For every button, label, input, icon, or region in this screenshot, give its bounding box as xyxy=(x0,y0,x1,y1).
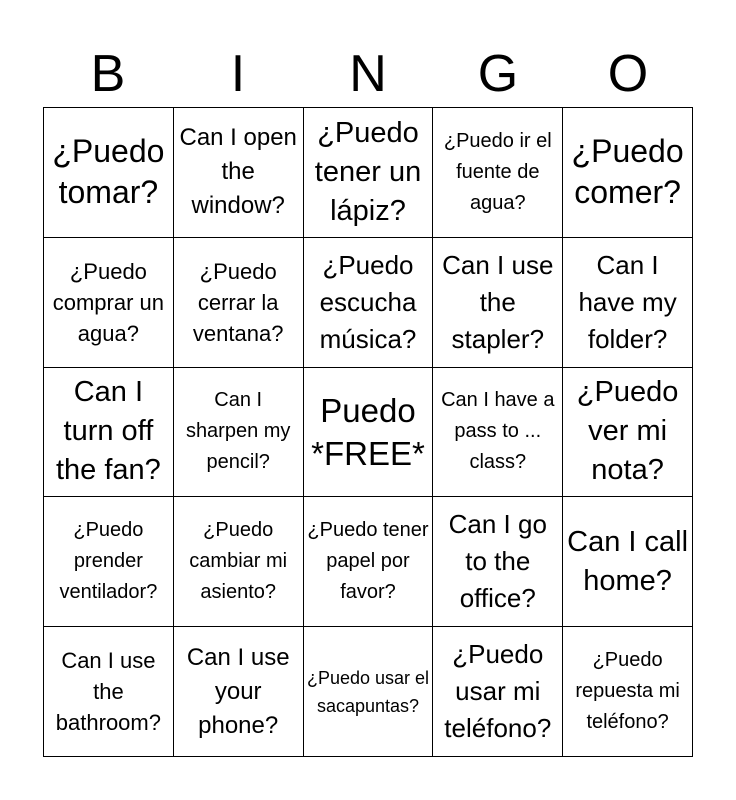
cell-text: ¿Puedo repuesta mi teléfono? xyxy=(575,649,680,734)
bingo-cell-r1c5 xyxy=(563,108,693,238)
header-letter-b: B xyxy=(90,45,126,103)
header-letter-i: I xyxy=(230,45,246,103)
bingo-grid xyxy=(43,107,693,757)
bingo-cell-r3c1 xyxy=(44,368,174,498)
cell-text: ¿Puedo usar el sacapuntas? xyxy=(306,667,430,716)
cell-text: Can I open the window? xyxy=(179,124,297,220)
bingo-cell-r4c5 xyxy=(563,497,693,627)
bingo-cell-r1c2 xyxy=(174,108,304,238)
cell-text: Can I call home? xyxy=(567,525,689,597)
bingo-cell-r2c5 xyxy=(563,238,693,368)
cell-text: Can I have a pass to ... class? xyxy=(441,389,555,474)
cell-text: ¿Puedo tomar? xyxy=(52,133,165,211)
header-letter-g: G xyxy=(477,45,519,103)
header-letter-n: N xyxy=(349,45,387,103)
bingo-cell-r1c3 xyxy=(304,108,434,238)
cell-text: Can I use your phone? xyxy=(186,643,290,739)
cell-text: ¿Puedo tener papel por favor? xyxy=(307,519,429,604)
cell-text: ¿Puedo tener un lápiz? xyxy=(314,116,422,227)
bingo-cell-r5c1 xyxy=(44,627,174,757)
bingo-cell-r3c5 xyxy=(563,368,693,498)
bingo-cell-r2c2 xyxy=(174,238,304,368)
bingo-cell-r4c4 xyxy=(433,497,563,627)
cell-text: Can I sharpen my pencil? xyxy=(185,389,291,474)
bingo-cell-r4c1 xyxy=(44,497,174,627)
bingo-cell-r3c2 xyxy=(174,368,304,498)
cell-text: Can I go to the office? xyxy=(448,509,547,614)
cell-text: ¿Puedo comprar un agua? xyxy=(52,258,165,346)
bingo-cell-r5c5 xyxy=(563,627,693,757)
cell-text: ¿Puedo usar mi teléfono? xyxy=(444,639,552,744)
cell-text: Can I turn off the fan? xyxy=(55,376,161,487)
bingo-cell-r3c3 xyxy=(304,368,434,498)
bingo-cell-r2c3 xyxy=(304,238,434,368)
cell-text: Can I have my folder? xyxy=(578,249,677,354)
bingo-cell-r5c2 xyxy=(174,627,304,757)
bingo-cell-r1c1 xyxy=(44,108,174,238)
bingo-cell-r5c4 xyxy=(433,627,563,757)
cell-text: Can I use the bathroom? xyxy=(55,648,161,736)
cell-text: ¿Puedo cambiar mi asiento? xyxy=(189,519,288,604)
bingo-cell-r4c3 xyxy=(304,497,434,627)
bingo-cell-r2c4 xyxy=(433,238,563,368)
bingo-header xyxy=(43,40,693,108)
header-letter-o: O xyxy=(607,45,649,103)
cell-text: ¿Puedo ir el fuente de agua? xyxy=(443,129,552,214)
cell-text: Can I use the stapler? xyxy=(442,249,554,354)
bingo-cell-r4c2 xyxy=(174,497,304,627)
cell-text: ¿Puedo cerrar la ventana? xyxy=(192,258,284,346)
free-space-text: Puedo *FREE* xyxy=(311,391,425,472)
cell-text: ¿Puedo prender ventilador? xyxy=(59,519,158,604)
cell-text: ¿Puedo escucha música? xyxy=(319,249,417,354)
cell-text: ¿Puedo ver mi nota? xyxy=(576,376,679,487)
cell-text: ¿Puedo comer? xyxy=(571,133,684,211)
bingo-cell-r1c4 xyxy=(433,108,563,238)
bingo-cell-r5c3 xyxy=(304,627,434,757)
bingo-cell-r3c4 xyxy=(433,368,563,498)
bingo-cell-r2c1 xyxy=(44,238,174,368)
